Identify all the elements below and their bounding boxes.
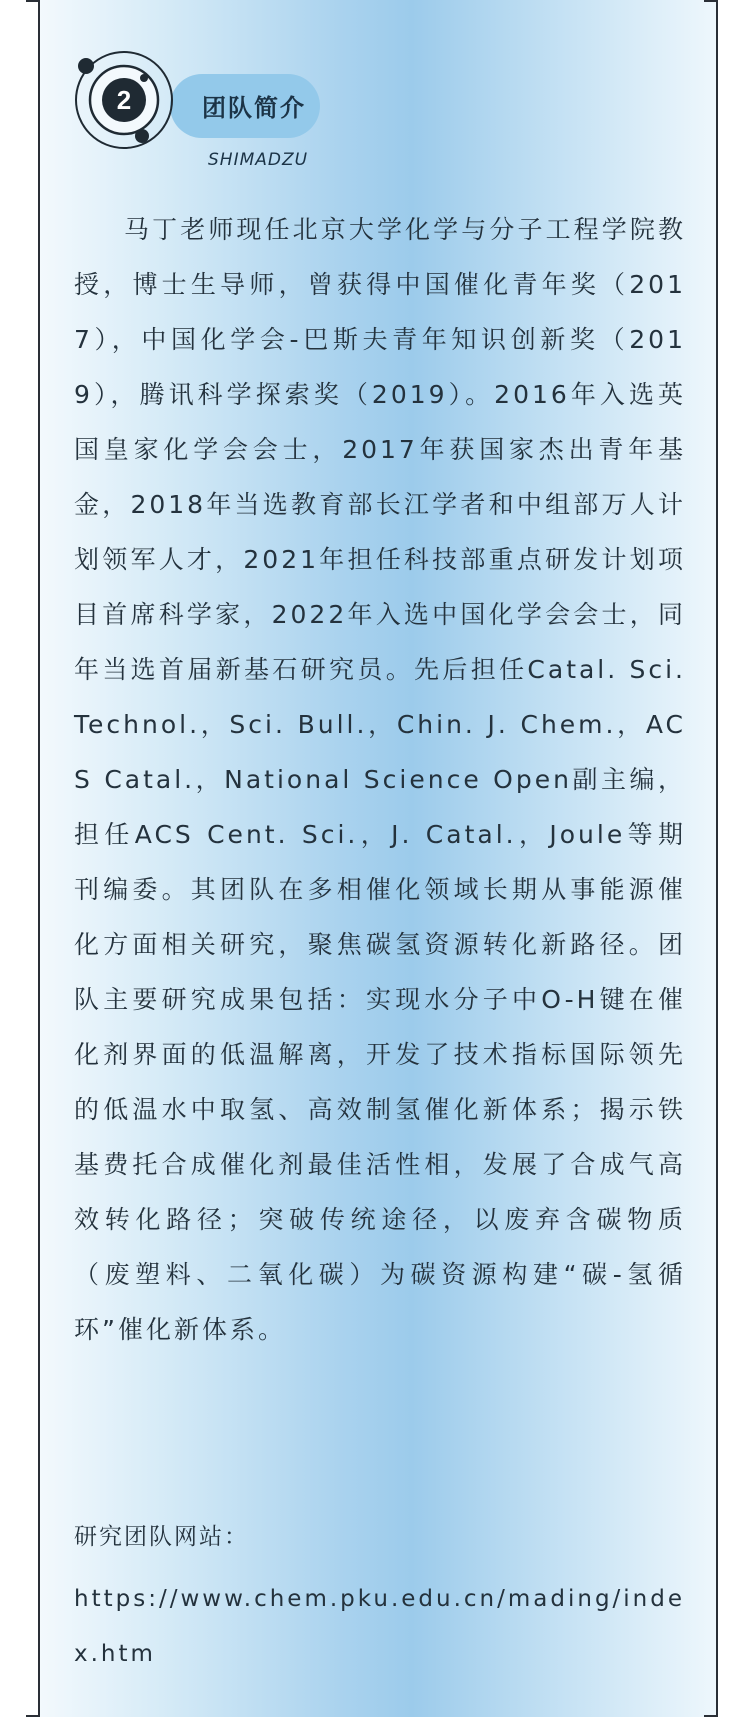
orbit-dot-bottom	[135, 129, 149, 143]
section-number: 2	[116, 85, 132, 115]
corner-mark-top-right	[704, 0, 716, 2]
website-url: https://www.chem.pku.edu.cn/mading/index.htm	[74, 1586, 686, 1667]
team-introduction-paragraph: 马丁老师现任北京大学化学与分子工程学院教授，博士生导师，曾获得中国催化青年奖（2017），中国化学会-巴斯夫青年知识创新奖（2019），腾讯科学探索奖（2019）。2016年入选英国皇家化学会会士，2017年获国家杰出青年基金，2018年当选教育部长江学者和中组部万人计划领军人才，2021年担任科技部重点研发计划项目首席科学家，2022年入选中国化学会会士，同年当选首届新基石研究员。先后担任Catal. Sci. Technol.，Sci. Bull.，Chin. J. Chem.，ACS Catal.，National Science Open副主编，担任ACS Cent. Sci.，J. Catal.，Joule等期刊编委。其团队在多相催化领域长期从事能源催化方面相关研究，聚焦碳氢资源转化新路径。团队主要研究成果包括：实现水分子中O-H键在催化剂界面的低温解离，开发了技术指标国际领先的低温水中取氢、高效制氢催化新体系；揭示铁基费托合成催化剂最佳活性相，发展了合成气高效转化路径；突破传统途径，以废弃含碳物质（废塑料、二氧化碳）为碳资源构建“碳-氢循环”催化新体系。	[74, 215, 686, 1344]
orbit-dot-large	[78, 58, 94, 74]
right-border	[716, 0, 718, 1717]
orbit-dot-small	[140, 74, 148, 82]
section-title: 团队简介	[202, 94, 306, 122]
brand-subtitle: SHIMADZU	[208, 150, 309, 170]
left-border	[38, 0, 40, 1717]
corner-mark-top-left	[26, 0, 38, 2]
section-number-badge	[72, 48, 176, 152]
website-label: 研究团队网站：	[74, 1524, 249, 1550]
